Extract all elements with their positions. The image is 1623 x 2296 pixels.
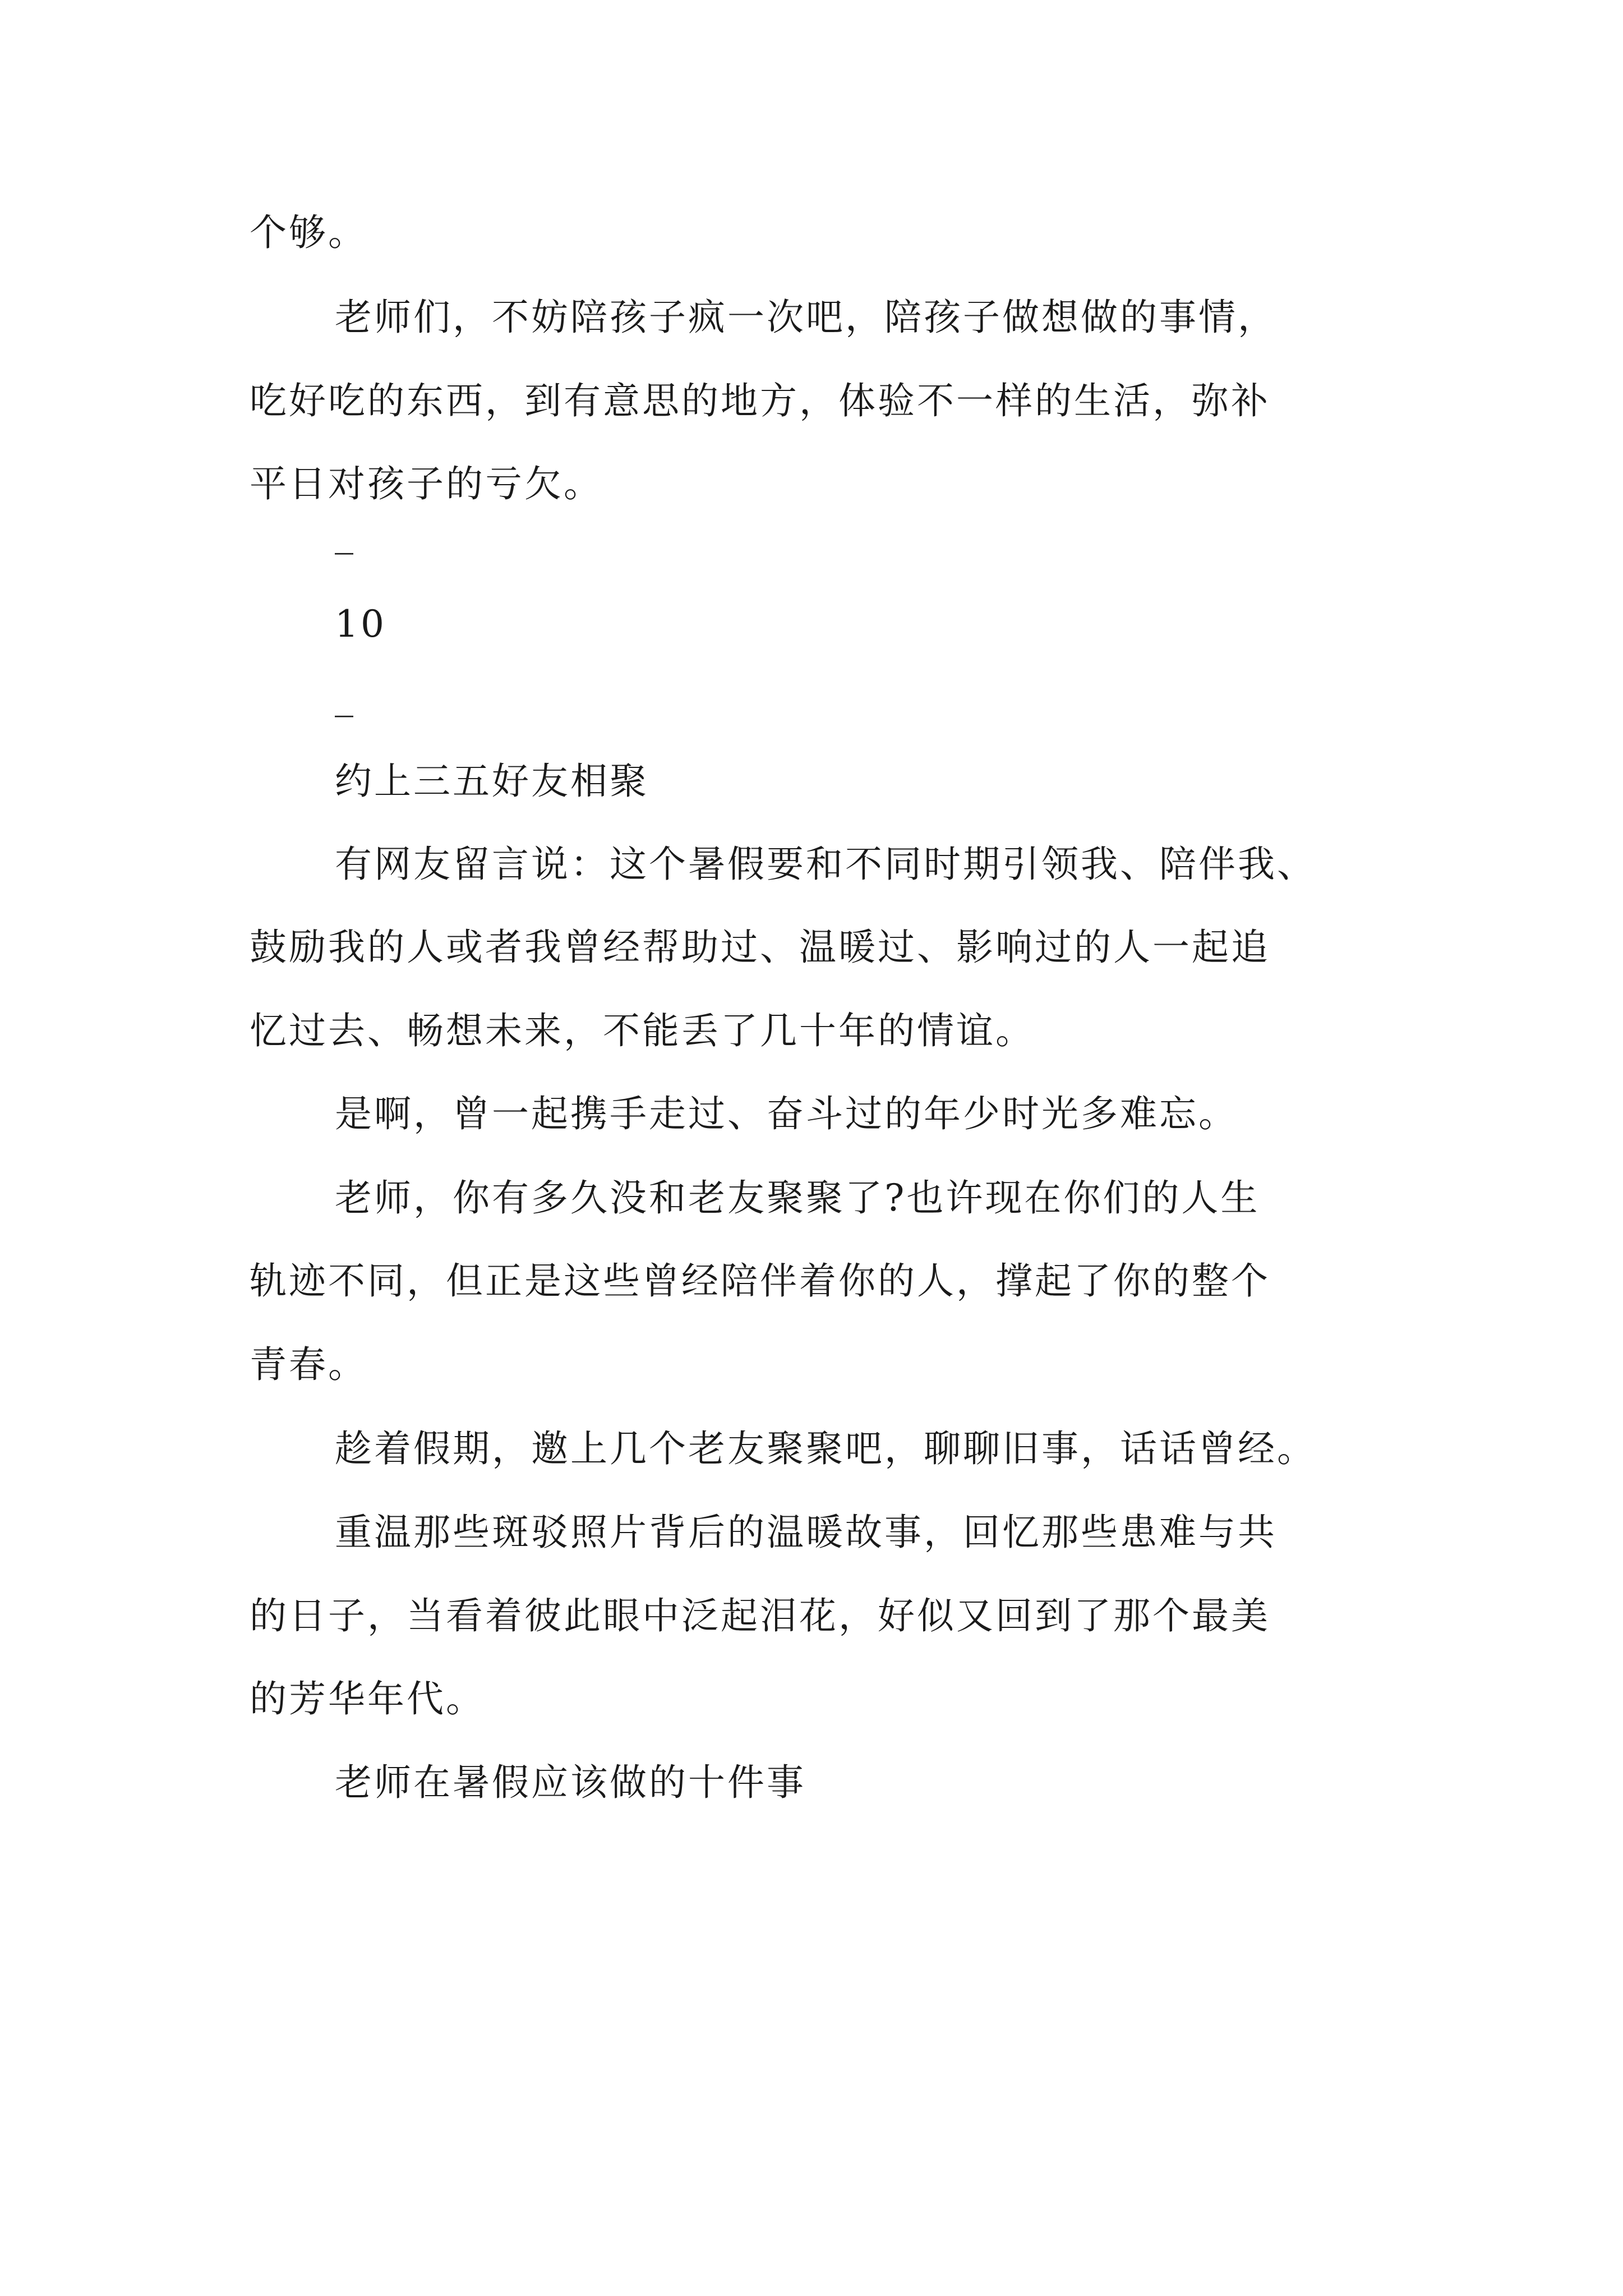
- text-line: 的芳华年代。: [250, 1677, 485, 1720]
- separator-mark: _: [335, 512, 356, 555]
- text-line: 的日子，当看着彼此眼中泛起泪花，好似又回到了那个最美: [250, 1594, 1270, 1637]
- text-line: 有网友留言说：这个暑假要和不同时期引领我、陪伴我、: [335, 843, 1316, 886]
- section-number: 10: [335, 602, 386, 646]
- text-line: 吃好吃的东西，到有意思的地方，体验不一样的生活，弥补: [250, 379, 1270, 422]
- text-line: 忆过去、畅想未来，不能丢了几十年的情谊。: [250, 1009, 1035, 1052]
- text-line: 趁着假期，邀上几个老友聚聚吧，聊聊旧事，话话曾经。: [335, 1427, 1316, 1470]
- text-line: 老师，你有多久没和老友聚聚了?也许现在你们的人生: [335, 1176, 1260, 1220]
- separator-mark: _: [335, 674, 356, 717]
- section-heading: 约上三五好友相聚: [335, 760, 649, 803]
- text-line: 个够。: [250, 211, 367, 254]
- text-line: 是啊，曾一起携手走过、奋斗过的年少时光多难忘。: [335, 1092, 1238, 1135]
- text-line: 青春。: [250, 1343, 367, 1386]
- text-line: 鼓励我的人或者我曾经帮助过、温暖过、影响过的人一起追: [250, 926, 1270, 969]
- text-line: 轨迹不同，但正是这些曾经陪伴着你的人，撑起了你的整个: [250, 1259, 1270, 1303]
- footer-title: 老师在暑假应该做的十件事: [335, 1761, 806, 1804]
- text-line: 老师们，不妨陪孩子疯一次吧，陪孩子做想做的事情，: [335, 296, 1277, 339]
- text-line: 重温那些斑驳照片背后的温暖故事，回忆那些患难与共: [335, 1511, 1277, 1554]
- text-line: 平日对孩子的亏欠。: [250, 462, 603, 505]
